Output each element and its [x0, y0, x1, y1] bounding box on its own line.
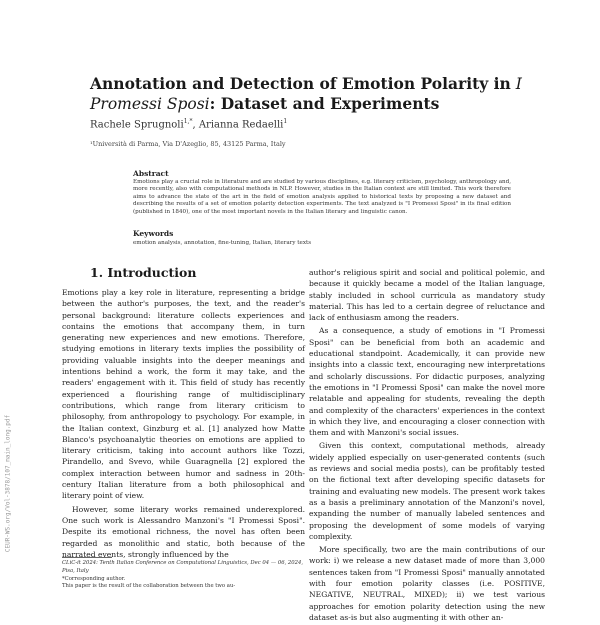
footnote-conference: CLiC-it 2024: Tenth Italian Conference on Computational Linguistics, Dec 04 — 06, 2024, Pisa, Italy — [62, 560, 304, 574]
author-2-sup: 1 — [283, 118, 288, 125]
paragraph: As a consequence, a study of emotions in "I Promessi Sposi" can be beneficial from both an academic and educational standpoint. Academically, it can provide new insights into a classic text, encouraging new interpretations and scholarly discussions. For didactic purposes, analyzing the emotions in "I Promessi Sposi" can make the novel more relatable and appealing for students, revealing the depth and complexity of the characters' experiences in the context in which they live, and encouraging a closer connection with them and with Manzoni's social issues. — [309, 326, 545, 438]
paper-title — [90, 74, 550, 114]
abstract-heading: Abstract — [133, 169, 169, 178]
paragraph: Given this context, computational methods, already widely applied especially on user-generated contents (such as reviews and social media posts), can be profitably tested on the fictional text after developing specific datasets for training and evaluating new models. The present work takes as a basis a preliminary annotation of the Manzoni's novel, expanding the number of manually labeled sentences and proposing the development of some models of varying complexity. — [309, 441, 545, 541]
section-heading: 1. Introduction — [90, 265, 197, 280]
footnote-divider — [62, 557, 112, 558]
keywords-heading: Keywords — [133, 229, 174, 238]
paragraph: Emotions play a key role in literature, representing a bridge between the author's purposes, the text, and the reader's personal background: literature collects experiences and contains the emotions that accompany them, in turn generating new experiences and new emotions. Therefore, studying emotions in literary texts implies the possibility of providing valuable insights into the deeper meanings and intentions behind a work, the form it may take, and the readers' engagement with it. This field of study has recently experienced a flourishing range of multidisciplinary contributions, which range from literary criticism to philosophy, from anthropology to psychology. For example, in the Italian context, Ginzburg et al. [1] analyzed how Matte Blanco's psychoanalytic theories on emotions are applied to literary criticism, taking into account authors like Tozzi, Pirandello, and Svevo, while Guaragnella [2] explored the complex interaction between humor and sadness in 20th-century Italian literature from a both philosophical and literary point of view. — [62, 288, 305, 501]
author-sep: , — [192, 119, 196, 131]
paragraph: More specifically, two are the main contributions of our work: i) we release a new dataset made of more than 3,000 sentences taken from "I Promessi Sposi" manually annotated with four emotion polarity classes (i.e. POSITIVE, NEGATIVE, NEUTRAL, MIXED); ii) we test various approaches for emotion polarity detection using the new dataset as-is but also augmenting it with other an- — [309, 545, 545, 622]
author-2: Arianna Redaelli — [198, 119, 284, 131]
keywords-text: emotion analysis, annotation, fine-tuning, Italian, literary texts — [133, 240, 312, 246]
footnotes — [62, 560, 305, 591]
footnote-1: This paper is the result of the collaboration between the two au- — [62, 583, 236, 590]
side-watermark — [3, 370, 13, 600]
footnote-corresponding: *Corresponding author. — [62, 575, 126, 582]
title-part1: Annotation and Detection of Emotion Polarity in — [90, 74, 511, 93]
author-1-sup: 1,* — [183, 118, 193, 125]
abstract-text: Emotions play a crucial role in literature and are studied by various disciplines, e.g. literary criticism, psychology, anthropology and, more recently, also with computational methods in NLP. However, studies in the Italian context are still limited. This work therefore aims to advance the state of the art in the field of emotion analysis applied to historical texts by proposing a new dataset and describing the results of a set of emotion polarity detection experiments. The text analyzed is "I Promessi Sposi" in its final edition (published in 1840), one of the most important novels in the Italian literary and linguistic canon. — [133, 179, 511, 215]
paragraph: author's religious spirit and social and political polemic, and because it quickly became a model of the Italian language, stably included in school curricula as mandatory study material. This has led to a certain degree of reluctance and lack of enthusiasm among the readers. — [309, 268, 545, 323]
paragraph: However, some literary works remained underexplored. One such work is Alessandro Manzoni's "I Promessi Sposi". Despite its emotional richness, the novel has often been regarded as monolithic and static, both because of the narrated events, strongly influenced by the — [62, 504, 305, 559]
affiliation: ¹Università di Parma, Via D'Azeglio, 85, 43125 Parma, Italy — [90, 140, 286, 148]
title-italic: I Promessi Sposi — [90, 75, 522, 113]
left-column — [62, 287, 305, 562]
author-1: Rachele Sprugnoli — [90, 119, 184, 131]
side-watermark-text: CEUR-WS.org/Vol-3878/107_main_long.pdf — [4, 414, 12, 553]
right-column — [309, 267, 545, 625]
authors — [90, 118, 287, 130]
title-part2: : Dataset and Experiments — [209, 94, 440, 113]
